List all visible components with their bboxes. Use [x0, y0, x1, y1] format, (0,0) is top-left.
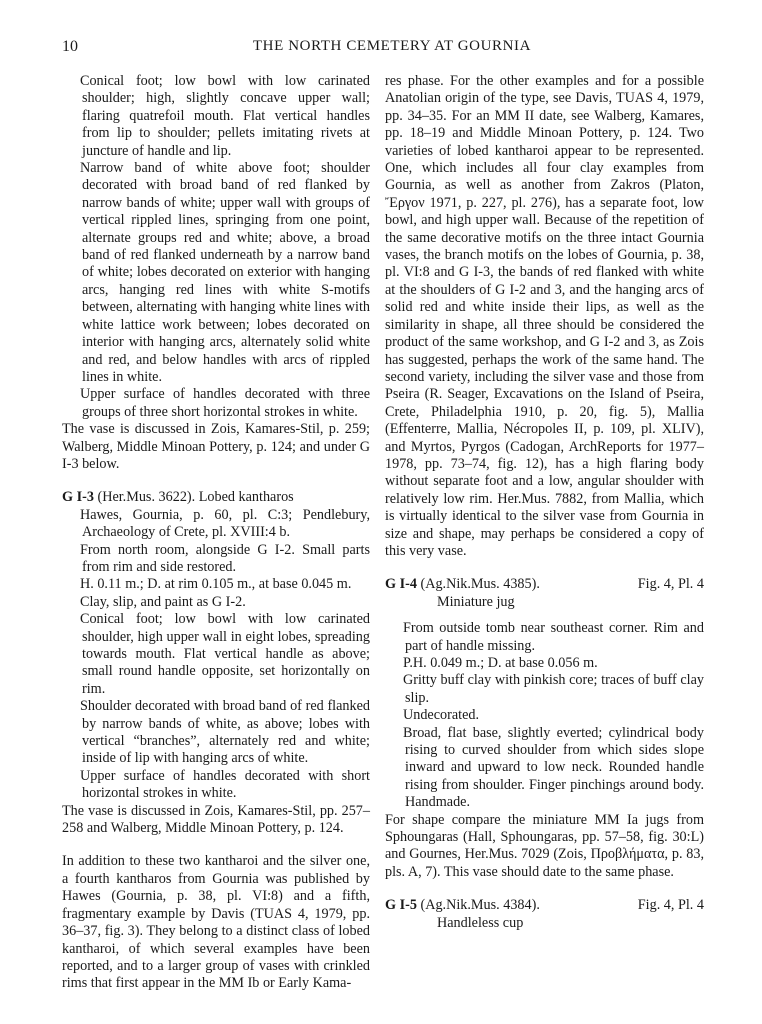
g14-heading	[385, 576, 704, 593]
g15-museum-number: (Ag.Nik.Mus. 4384).	[420, 897, 540, 914]
g13-catalog-id: G I-3	[62, 489, 94, 506]
g14-title: Miniature jug	[437, 593, 515, 610]
g13-bibliography: Hawes, Gournia, p. 60, pl. C:3; Pendlebury, Archaeology of Crete, pl. XVIII:4 b.	[80, 506, 370, 541]
kantharoi-discussion-start: In addition to these two kantharoi and the silver one, a fourth kantharos from Gournia was published by Hawes (Gournia, p. 38, pl. VI:8) and a fifth, fragmentary example by Davis (TUAS 4, 1979, pp. 36–37, fig. 3). They belong to a distinct class of lobed kantharoi, of which several examples have been reported, and to a larger group of vases with crinkled rims that first appear in the MM Ib or Early Kama-	[62, 853, 370, 992]
right-column	[385, 73, 704, 932]
left-column	[62, 73, 370, 993]
g13-discussion: The vase is discussed in Zois, Kamares-Stil, pp. 257–258 and Walberg, Middle Minoan Pottery, p. 124.	[62, 802, 370, 837]
running-title: THE NORTH CEMETERY AT GOURNIA	[252, 38, 532, 54]
page-number: 10	[62, 38, 78, 55]
g13-findspot: From north room, alongside G I-2. Small parts from rim and side restored.	[80, 541, 370, 575]
page-header	[62, 38, 722, 60]
g14-findspot: From outside tomb near southeast corner. Rim and part of handle missing.	[403, 620, 704, 654]
g12-handles-text: Upper surface of handles decorated with three groups of three short horizontal strokes in white.	[80, 386, 370, 420]
g14-decoration: Undecorated.	[403, 707, 480, 724]
g15-catalog-id: G I-5	[385, 897, 417, 914]
g12-decoration-text: Narrow band of white above foot; shoulder decorated with broad band of red flanked by narrow bands of white; upper wall with groups of vertical rippled lines, springing from one point, alternate groups red and white; above, a broad band of red flanked underneath by a narrow band of white; lobes decorated on exterior with hanging arcs, hanging red lines with white S-motifs between, alternating with hanging white lines with white lattice work between; lobes decorated on interior with hanging arcs, alternately solid white and red, and below handles with arcs of rippled lines in white.	[80, 160, 370, 385]
g13-dimensions: H. 0.11 m.; D. at rim 0.105 m., at base 0.045 m.	[80, 576, 352, 593]
g13-title: (Her.Mus. 3622). Lobed kantharos	[97, 489, 294, 506]
g13-heading	[62, 489, 370, 506]
g13-shape: Conical foot; low bowl with low carinated shoulder, high upper wall in eight lobes, spreading towards mouth. Flat vertical handle as above; small round handle opposite, set horizontally on rim.	[80, 611, 370, 697]
g14-comparanda: For shape compare the miniature MM Ia jugs from Sphoungaras (Hall, Sphoungaras, pp. 57–58, fig. 30:L) and Gournes, Her.Mus. 7029 (Zois, Προβλήματα, p. 83, pls. A, 7). This vase should date to the same phase.	[385, 811, 704, 880]
g12-discussion-text: The vase is discussed in Zois, Kamares-Stil, p. 259; Walberg, Middle Minoan Pottery, p. 124; and under G I-3 below.	[62, 421, 370, 472]
g15-figure-ref: Fig. 4, Pl. 4	[637, 897, 704, 914]
g15-heading	[385, 897, 704, 914]
g13-fabric: Clay, slip, and paint as G I-2.	[80, 593, 246, 610]
g14-dimensions: P.H. 0.049 m.; D. at base 0.056 m.	[403, 655, 598, 671]
g14-catalog-id: G I-4	[385, 576, 417, 593]
g13-decoration: Shoulder decorated with broad band of red flanked by narrow bands of white, as above; lobes with vertical “branches”, alternately red and white; inside of lip with hanging arcs of white.	[80, 698, 370, 767]
g13-handles: Upper surface of handles decorated with short horizontal strokes in white.	[80, 767, 370, 802]
g12-shape-text: Conical foot; low bowl with low carinated shoulder; high, slightly concave upper wall; flaring quatrefoil mouth. Flat vertical handles from lip to shoulder; pellets imitating rivets at juncture of handle and lip.	[80, 73, 370, 159]
g14-fabric: Gritty buff clay with pinkish core; traces of buff clay slip.	[403, 672, 704, 706]
g15-title: Handleless cup	[437, 914, 524, 931]
g14-shape: Broad, flat base, slightly everted; cylindrical body rising to curved shoulder from which sides slope inward and upward to low neck. Rounded handle rising from shoulder. Finger pinchings around body. Handmade.	[403, 724, 704, 811]
g14-museum-number: (Ag.Nik.Mus. 4385).	[420, 576, 540, 593]
g14-figure-ref: Fig. 4, Pl. 4	[637, 576, 704, 593]
kantharoi-discussion-continued: res phase. For the other examples and for a possible Anatolian origin of the type, see Davis, TUAS 4, 1979, pp. 34–35. For an MM II date, see Walberg, Kamares, pp. 18–19 and Middle Minoan Pottery, p. 124. Two varieties of lobed kantharoi appear to be represented. One, which includes all four clay examples from Gournia, as well as another from Zakros (Platon, Ἔργον 1971, p. 227, pl. 276), has a separate foot, low bowl, and high upper wall. Because of the repetition of the same decorative motifs on the three intact Gournia vases, the branch motifs on the lobes of Gournia, p. 38, pl. VI:8 and G I-3, the bands of red flanked with white at the shoulders of G I-2 and 3, and the hanging arcs of solid red and white inside their lips, as well as the similarity in shape, all three should be considered the product of the same workshop, and G I-2 and 3, as Zois has suggested, perhaps the work of the same hand. The second variety, including the silver vase and those from Pseira (R. Seager, Excavations on the Island of Pseira, Crete, Philadelphia 1910, p. 20, fig. 5), Mallia (Effenterre, Mallia, Nécropoles II, p. 109, pl. XLIV), and Myrtos, Pyrgos (Cadogan, ArchReports for 1977–1978, pp. 73–74, fig. 12), has a high flaring body without separate foot and a low, angular shoulder with relatively low rim. Her.Mus. 7882, from Mallia, which is virtually identical to the silver vase from Gournia in size and shape, may perhaps be considered a copy of this very vase.	[385, 73, 704, 559]
